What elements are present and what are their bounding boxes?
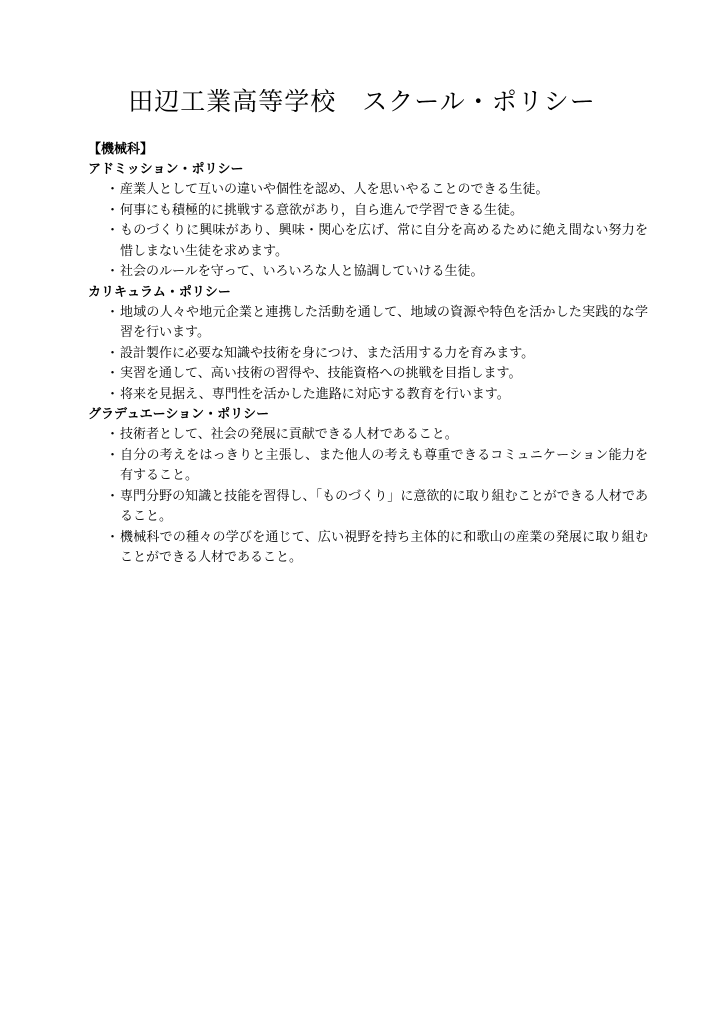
list-item-text: 将来を見据え、専門性を活かした進路に対応する教育を行います。 <box>120 386 510 402</box>
bullet-mark: ・ <box>106 264 120 279</box>
bullet-mark: ・ <box>106 304 120 320</box>
list-item-text: 社会のルールを守って、いろいろな人と協調していける生徒。 <box>120 264 484 279</box>
list-item-text: 専門分野の知識と技能を習得し、「ものづくり」に意欲的に取り組むことができる人材であること。 <box>120 488 648 524</box>
list-item-text: 機械科での種々の学びを通じて、広い視野を持ち主体的に和歌山の産業の発展に取り組むことができる人材であること。 <box>120 529 648 565</box>
bullet-mark: ・ <box>106 223 120 238</box>
curriculum-policy-section <box>88 283 648 406</box>
department-label: 【機械科】 <box>88 142 154 157</box>
list-item <box>88 180 648 201</box>
list-item <box>88 221 648 262</box>
list-item-text: 何事にも積極的に挑戦する意欲があり，自ら進んで学習できる生徒。 <box>120 202 524 218</box>
list-item <box>88 344 648 365</box>
list-item-text: ものづくりに興味があり、興味・関心を広げ、常に自分を高めるために絶え間ない努力を惜しまない生徒を求めます。 <box>120 223 648 259</box>
policy-content <box>88 140 648 569</box>
admission-policy-list <box>88 180 648 283</box>
list-item-text: 自分の考えをはっきりと主張し、また他人の考えも尊重できるコミュニケーション能力を有すること。 <box>120 447 648 483</box>
list-item <box>88 364 648 385</box>
curriculum-policy-list <box>88 303 648 406</box>
admission-policy-heading: アドミッション・ポリシー <box>88 162 244 177</box>
list-item-text: 産業人として互いの違いや個性を認め、人を思いやることのできる生徒。 <box>120 182 549 197</box>
bullet-mark: ・ <box>106 386 120 402</box>
graduation-policy-heading: グラデュエーション・ポリシー <box>88 407 270 422</box>
list-item-text: 実習を通して、高い技術の習得や、技能資格への挑戦を目指します。 <box>120 366 522 381</box>
list-item <box>88 262 648 283</box>
list-item-text: 地域の人々や地元企業と連携した活動を通して、地域の資源や特色を活かした実践的な学習を行います。 <box>120 304 648 340</box>
list-item <box>88 487 648 528</box>
bullet-mark: ・ <box>106 447 120 463</box>
list-item <box>88 425 648 446</box>
list-item <box>88 528 648 569</box>
bullet-mark: ・ <box>106 345 120 361</box>
bullet-mark: ・ <box>106 182 120 197</box>
list-item <box>88 303 648 344</box>
bullet-mark: ・ <box>106 366 120 381</box>
list-item <box>88 201 648 222</box>
bullet-mark: ・ <box>106 529 120 545</box>
admission-policy-section <box>88 160 648 283</box>
bullet-mark: ・ <box>106 488 120 504</box>
list-item-text: 技術者として、社会の発展に貢献できる人材であること。 <box>120 427 458 442</box>
page-title: 田辺工業高等学校 スクール・ポリシー <box>128 87 596 116</box>
bullet-mark: ・ <box>106 427 120 442</box>
graduation-policy-list <box>88 425 648 569</box>
list-item <box>88 385 648 406</box>
curriculum-policy-heading: カリキュラム・ポリシー <box>88 284 231 300</box>
graduation-policy-section <box>88 405 648 569</box>
bullet-mark: ・ <box>106 202 120 218</box>
list-item-text: 設計製作に必要な知識や技術を身につけ、また活用する力を育みます。 <box>120 345 535 361</box>
list-item <box>88 446 648 487</box>
